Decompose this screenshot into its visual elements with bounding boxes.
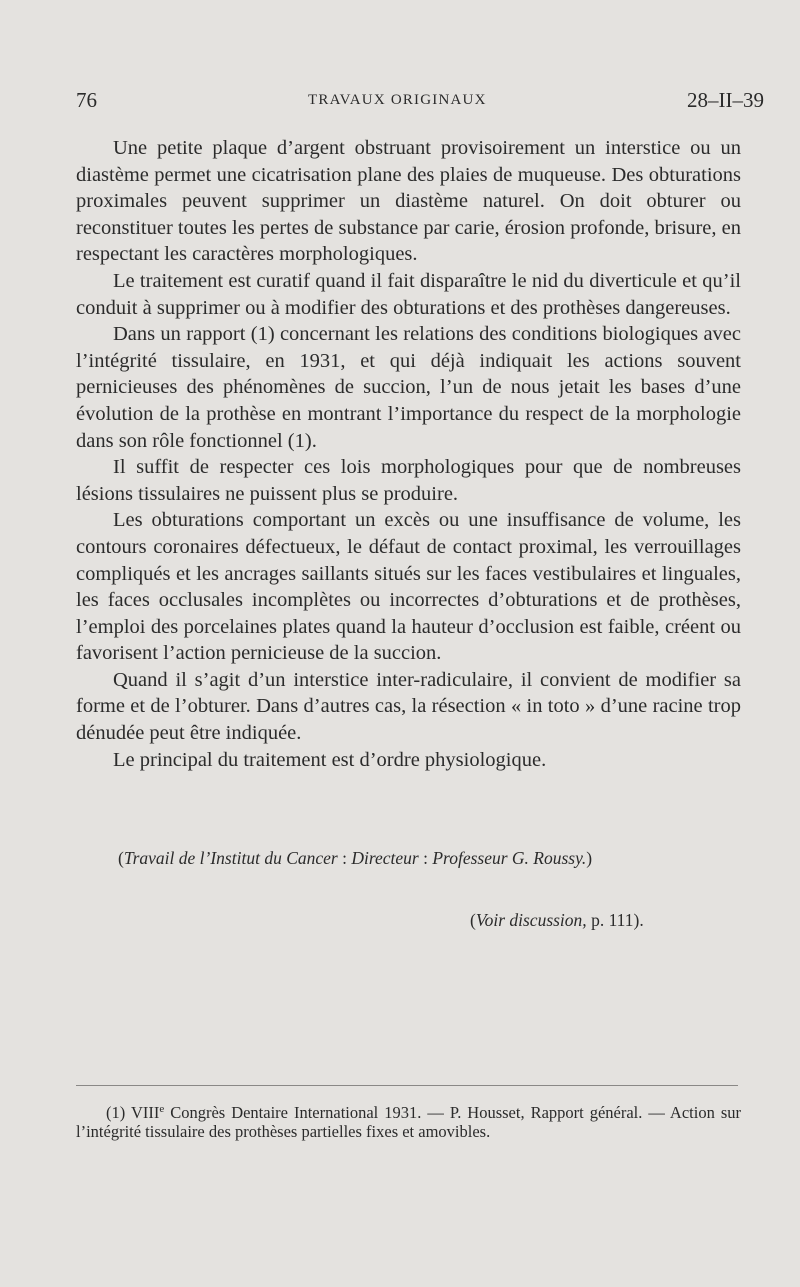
credit-separator: : xyxy=(418,848,433,868)
discussion-reference xyxy=(470,910,750,931)
voir-close-paren: ). xyxy=(633,910,644,930)
voir-label: Voir discussion, xyxy=(475,910,587,930)
footnote-text: Congrès Dentaire International 1931. — P. Housset, Rapport général. — Action sur l’intégrité tissulaire des prothèses partielles fixes et amovibles. xyxy=(76,1103,741,1141)
running-title: TRAVAUX ORIGINAUX xyxy=(308,92,487,108)
voir-page: p. 111 xyxy=(586,910,634,930)
footnote-number: (1) xyxy=(106,1103,126,1122)
footnote-rule xyxy=(76,1085,738,1086)
paragraph: Le principal du traitement est d’ordre physiologique. xyxy=(113,748,547,771)
footnote-superscript: e xyxy=(159,1103,165,1115)
page-number: 76 xyxy=(76,88,97,112)
body-text xyxy=(76,135,741,773)
credit-open-paren: ( xyxy=(118,848,124,868)
page-header xyxy=(76,88,766,118)
credit-director-name: Professeur G. Roussy. xyxy=(432,848,587,868)
paragraph: Les obturations comportant un excès ou une insuffisance de volume, les contours coronaires défectueux, le défaut de contact proximal, les verrouillages compliqués et les ancrages saillants situés sur les faces vestibulaires et linguales, les faces occlusales incomplètes ou incorrectes d’obturations et de prothèses, l’emploi des porcelaines plates quand la hauteur d’occlusion est faible, créent ou favorisent l’action pernicieuse de la succion. xyxy=(76,509,741,665)
paragraph: Une petite plaque d’argent obstruant provisoirement un interstice ou un diastème permet une cicatrisation plane des plaies de muqueuse. Des obturations proximales peuvent supprimer un diastème naturel. On doit obturer ou reconstituer toutes les pertes de substance par carie, érosion profonde, brisure, en respectant les caractères morphologiques. xyxy=(76,137,741,266)
credit-role: Directeur xyxy=(351,848,419,868)
footnote xyxy=(76,1104,741,1141)
credit-close-paren: ) xyxy=(586,848,593,868)
issue-date: 28–II–39 xyxy=(687,88,764,112)
footnote-roman: VIII xyxy=(130,1103,160,1122)
paragraph: Dans un rapport (1) concernant les relations des conditions biologiques avec l’intégrité tissulaire, en 1931, et qui déjà indiquait les actions souvent pernicieuses des phénomènes de succion, l’un de nous jetait les bases d’une évolution de la prothèse en montrant l’importance du respect de la morphologie dans son rôle fonctionnel (1). xyxy=(76,323,741,452)
institution-credit xyxy=(118,848,718,869)
paragraph: Quand il s’agit d’un interstice inter-radiculaire, il convient de modifier sa forme et de l’obturer. Dans d’autres cas, la résection « in toto » d’une racine trop dénudée peut être indiquée. xyxy=(76,668,741,745)
paragraph: Il suffit de respecter ces lois morphologiques pour que de nombreuses lésions tissulaires ne puissent plus se produire. xyxy=(76,456,741,505)
credit-institution: Travail de l’Institut du Cancer xyxy=(123,848,338,868)
credit-separator: : xyxy=(337,848,352,868)
voir-open-paren: ( xyxy=(470,910,476,930)
paragraph: Le traitement est curatif quand il fait disparaître le nid du diverticule et qu’il conduit à supprimer ou à modifier des obturations et des prothèses dangereuses. xyxy=(76,269,741,319)
